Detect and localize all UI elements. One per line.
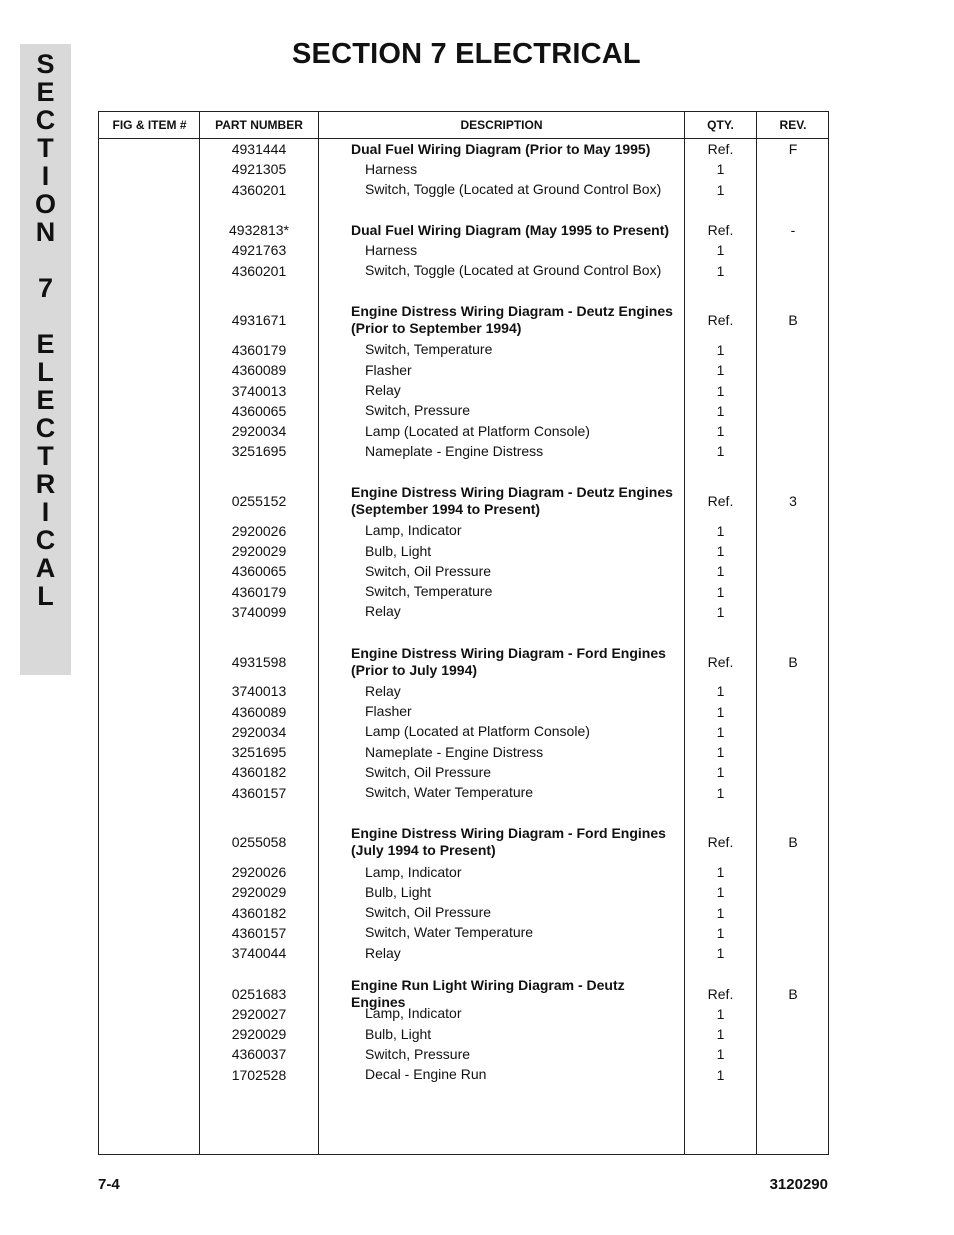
- rev-cell: [757, 923, 829, 943]
- table-row: [99, 180, 828, 200]
- part-number-cell: 4921763: [231, 242, 287, 259]
- qty-cell: 1: [716, 723, 725, 740]
- part-number-cell: 0255058: [231, 834, 287, 851]
- qty-cell: 1: [716, 262, 725, 279]
- part-number-cell: 4360201: [231, 181, 287, 198]
- rev-cell: [757, 401, 829, 421]
- qty-cell: Ref.: [707, 493, 734, 510]
- table-row: [99, 261, 828, 281]
- table-row: [99, 882, 828, 902]
- part-number-cell: 4931671: [231, 312, 287, 329]
- side-tab-letter: E: [36, 385, 55, 415]
- section-side-tab-letters: [20, 50, 71, 610]
- qty-cell: 1: [716, 884, 725, 901]
- qty-cell: 1: [716, 341, 725, 358]
- table-row: [99, 561, 828, 581]
- part-number-cell: 2920029: [231, 884, 287, 901]
- table-row-assembly: [99, 823, 828, 862]
- rev-cell: [757, 862, 829, 882]
- qty-cell: 1: [716, 1066, 725, 1083]
- qty-cell: 1: [716, 402, 725, 419]
- table-row: [99, 1004, 828, 1024]
- part-number-cell: 2920027: [231, 1005, 287, 1022]
- rev-cell: [757, 561, 829, 581]
- side-tab-letter: O: [34, 189, 56, 219]
- part-number-cell: 0255152: [231, 493, 287, 510]
- side-tab-letter: S: [36, 49, 55, 79]
- rev-cell: [757, 701, 829, 721]
- table-row: [99, 1065, 828, 1085]
- qty-cell: 1: [716, 764, 725, 781]
- table-row: [99, 783, 828, 803]
- part-number-cell: 4360089: [231, 703, 287, 720]
- side-tab-letter: L: [37, 357, 54, 387]
- description-cell: Switch, Water Temperature: [365, 924, 534, 941]
- rev-cell: B: [788, 834, 798, 851]
- qty-cell: 1: [716, 1046, 725, 1063]
- description-cell: Switch, Toggle (Located at Ground Control Box): [365, 262, 662, 279]
- rev-cell: [757, 762, 829, 782]
- side-tab-letter: E: [36, 77, 55, 107]
- rev-cell: [757, 742, 829, 762]
- qty-cell: 1: [716, 563, 725, 580]
- part-number-cell: 3740099: [231, 603, 287, 620]
- rev-cell: [757, 1004, 829, 1024]
- rev-cell: [757, 360, 829, 380]
- qty-cell: 1: [716, 242, 725, 259]
- qty-cell: 1: [716, 161, 725, 178]
- description-cell: Harness: [365, 160, 418, 177]
- column-header-part-number: PART NUMBER: [215, 118, 303, 132]
- description-cell: Switch, Toggle (Located at Ground Control Box): [365, 181, 662, 198]
- qty-cell: Ref.: [707, 222, 734, 239]
- part-number-cell: 3251695: [231, 744, 287, 761]
- description-cell: Engine Distress Wiring Diagram - Deutz Engines (Prior to September 1994): [351, 303, 673, 337]
- qty-cell: 1: [716, 382, 725, 399]
- qty-cell: 1: [716, 784, 725, 801]
- description-cell: Switch, Water Temperature: [365, 784, 534, 801]
- table-row-assembly: [99, 301, 828, 340]
- table-row: [99, 1024, 828, 1044]
- rev-cell: B: [788, 312, 798, 329]
- description-cell: Flasher: [365, 703, 412, 720]
- description-cell: Nameplate - Engine Distress: [365, 743, 544, 760]
- description-cell: Engine Distress Wiring Diagram - Ford Engines (July 1994 to Present): [351, 825, 666, 859]
- rev-cell: 3: [789, 493, 797, 510]
- description-cell: Bulb, Light: [365, 883, 432, 900]
- description-cell: Switch, Oil Pressure: [365, 763, 492, 780]
- description-cell: Dual Fuel Wiring Diagram (May 1995 to Present): [351, 221, 670, 238]
- part-number-cell: 4360037: [231, 1046, 287, 1063]
- table-row: [99, 159, 828, 179]
- rev-cell: [757, 903, 829, 923]
- part-number-cell: 4360182: [231, 764, 287, 781]
- column-header-description: DESCRIPTION: [460, 118, 543, 132]
- qty-cell: Ref.: [707, 653, 734, 670]
- table-row-assembly: [99, 642, 828, 681]
- table-row: [99, 681, 828, 701]
- table-row: [99, 862, 828, 882]
- table-row: [99, 401, 828, 421]
- qty-cell: 1: [716, 543, 725, 560]
- qty-cell: 1: [716, 744, 725, 761]
- qty-cell: Ref.: [707, 312, 734, 329]
- qty-cell: 1: [716, 703, 725, 720]
- side-tab-letter: T: [37, 441, 54, 471]
- rev-cell: [757, 602, 829, 622]
- qty-cell: 1: [716, 945, 725, 962]
- qty-cell: Ref.: [707, 834, 734, 851]
- table-row: [99, 742, 828, 762]
- description-cell: Engine Run Light Wiring Diagram - Deutz Engines: [351, 976, 625, 1010]
- qty-cell: 1: [716, 423, 725, 440]
- description-cell: Lamp, Indicator: [365, 1005, 462, 1022]
- rev-cell: B: [788, 985, 798, 1002]
- rev-cell: [757, 159, 829, 179]
- rev-cell: [757, 882, 829, 902]
- column-header-qty: QTY.: [707, 118, 734, 132]
- table-row: [99, 541, 828, 561]
- rev-cell: [757, 783, 829, 803]
- table-row: [99, 923, 828, 943]
- table-row: [99, 903, 828, 923]
- rev-cell: [757, 261, 829, 281]
- part-number-cell: 2920029: [231, 1026, 287, 1043]
- rev-cell: [757, 521, 829, 541]
- description-cell: Lamp (Located at Platform Console): [365, 422, 590, 439]
- qty-cell: 1: [716, 583, 725, 600]
- rev-cell: [757, 582, 829, 602]
- part-number-cell: 4360089: [231, 362, 287, 379]
- table-row: [99, 582, 828, 602]
- description-cell: Relay: [365, 603, 401, 620]
- rev-cell: [757, 180, 829, 200]
- description-cell: Bulb, Light: [365, 542, 432, 559]
- table-row: [99, 602, 828, 622]
- table-row: [99, 441, 828, 461]
- rev-cell: [757, 421, 829, 441]
- description-cell: Dual Fuel Wiring Diagram (Prior to May 1995): [351, 140, 651, 157]
- side-tab-letter: 7: [37, 273, 54, 303]
- part-number-cell: 3740013: [231, 382, 287, 399]
- table-row: [99, 240, 828, 260]
- description-cell: Lamp, Indicator: [365, 522, 462, 539]
- table-row-assembly: [99, 220, 828, 240]
- page-number: 7-4: [98, 1176, 120, 1193]
- qty-cell: 1: [716, 603, 725, 620]
- table-row: [99, 521, 828, 541]
- description-cell: Switch, Temperature: [365, 583, 493, 600]
- qty-cell: 1: [716, 522, 725, 539]
- side-tab-letter: R: [35, 469, 56, 499]
- side-tab-letter: T: [37, 133, 54, 163]
- rev-cell: [757, 943, 829, 963]
- description-cell: Switch, Oil Pressure: [365, 562, 492, 579]
- qty-cell: 1: [716, 924, 725, 941]
- table-row: [99, 421, 828, 441]
- side-tab-letter: A: [35, 553, 56, 583]
- rev-cell: [757, 1044, 829, 1064]
- description-cell: Lamp (Located at Platform Console): [365, 723, 590, 740]
- part-number-cell: 3251695: [231, 443, 287, 460]
- qty-cell: Ref.: [707, 141, 734, 158]
- column-header-fig-item: FIG & ITEM #: [112, 118, 187, 132]
- description-cell: Relay: [365, 682, 401, 699]
- part-number-cell: 4360065: [231, 402, 287, 419]
- side-tab-letter: I: [41, 497, 50, 527]
- description-cell: Engine Distress Wiring Diagram - Deutz Engines (September 1994 to Present): [351, 484, 673, 518]
- description-cell: Relay: [365, 382, 401, 399]
- table-row: [99, 722, 828, 742]
- table-row: [99, 701, 828, 721]
- rev-cell: [757, 541, 829, 561]
- rev-cell: B: [788, 653, 798, 670]
- table-row: [99, 340, 828, 360]
- qty-cell: 1: [716, 1026, 725, 1043]
- side-tab-letter: C: [35, 525, 56, 555]
- description-cell: Nameplate - Engine Distress: [365, 442, 544, 459]
- rev-cell: [757, 681, 829, 701]
- side-tab-letter: C: [35, 413, 56, 443]
- rev-cell: [757, 1024, 829, 1044]
- qty-cell: 1: [716, 443, 725, 460]
- rev-cell: [757, 722, 829, 742]
- qty-cell: 1: [716, 1005, 725, 1022]
- qty-cell: Ref.: [707, 985, 734, 1002]
- part-number-cell: 2920034: [231, 723, 287, 740]
- side-tab-letter: C: [35, 105, 56, 135]
- description-cell: Decal - Engine Run: [365, 1066, 487, 1083]
- table-row: [99, 762, 828, 782]
- column-header-rev: REV.: [779, 118, 807, 132]
- table-row-assembly: [99, 482, 828, 521]
- part-number-cell: 4931598: [231, 653, 287, 670]
- qty-cell: 1: [716, 904, 725, 921]
- description-cell: Harness: [365, 241, 418, 258]
- rev-cell: [757, 240, 829, 260]
- part-number-cell: 4360182: [231, 904, 287, 921]
- part-number-cell: 1702528: [231, 1066, 287, 1083]
- part-number-cell: 4931444: [231, 141, 287, 158]
- part-number-cell: 2920029: [231, 543, 287, 560]
- table-row: [99, 380, 828, 400]
- description-cell: Switch, Temperature: [365, 341, 493, 358]
- description-cell: Lamp, Indicator: [365, 863, 462, 880]
- parts-table: [98, 111, 829, 1155]
- qty-cell: 1: [716, 362, 725, 379]
- rev-cell: F: [788, 141, 798, 158]
- part-number-cell: 4360201: [231, 262, 287, 279]
- rev-cell: -: [790, 222, 796, 239]
- rev-cell: [757, 1065, 829, 1085]
- qty-cell: 1: [716, 181, 725, 198]
- page-title: SECTION 7 ELECTRICAL: [292, 38, 641, 70]
- side-tab-letter: N: [35, 217, 56, 247]
- description-cell: Bulb, Light: [365, 1025, 432, 1042]
- rev-cell: [757, 380, 829, 400]
- description-cell: Flasher: [365, 361, 412, 378]
- part-number-cell: 2920026: [231, 864, 287, 881]
- side-tab-letter: I: [41, 161, 50, 191]
- description-cell: Relay: [365, 944, 401, 961]
- rev-cell: [757, 340, 829, 360]
- table-row: [99, 943, 828, 963]
- description-cell: Engine Distress Wiring Diagram - Ford Engines (Prior to July 1994): [351, 644, 666, 678]
- table-row: [99, 1044, 828, 1064]
- rev-cell: [757, 441, 829, 461]
- qty-cell: 1: [716, 864, 725, 881]
- table-row: [99, 360, 828, 380]
- part-number-cell: 4921305: [231, 161, 287, 178]
- table-row-assembly: [99, 976, 828, 1010]
- description-cell: Switch, Oil Pressure: [365, 904, 492, 921]
- part-number-cell: 4360157: [231, 924, 287, 941]
- document-number: 3120290: [769, 1176, 828, 1193]
- part-number-cell: 2920026: [231, 522, 287, 539]
- part-number-cell: 3740013: [231, 683, 287, 700]
- description-cell: Switch, Pressure: [365, 402, 471, 419]
- part-number-cell: 4932813*: [229, 222, 289, 239]
- table-row-assembly: [99, 139, 828, 159]
- description-cell: Switch, Pressure: [365, 1045, 471, 1062]
- part-number-cell: 4360179: [231, 341, 287, 358]
- side-tab-letter: L: [37, 581, 54, 611]
- part-number-cell: 4360065: [231, 563, 287, 580]
- part-number-cell: 2920034: [231, 423, 287, 440]
- side-tab-letter: E: [36, 329, 55, 359]
- part-number-cell: 0251683: [231, 985, 287, 1002]
- part-number-cell: 4360179: [231, 583, 287, 600]
- part-number-cell: 3740044: [231, 945, 287, 962]
- part-number-cell: 4360157: [231, 784, 287, 801]
- qty-cell: 1: [716, 683, 725, 700]
